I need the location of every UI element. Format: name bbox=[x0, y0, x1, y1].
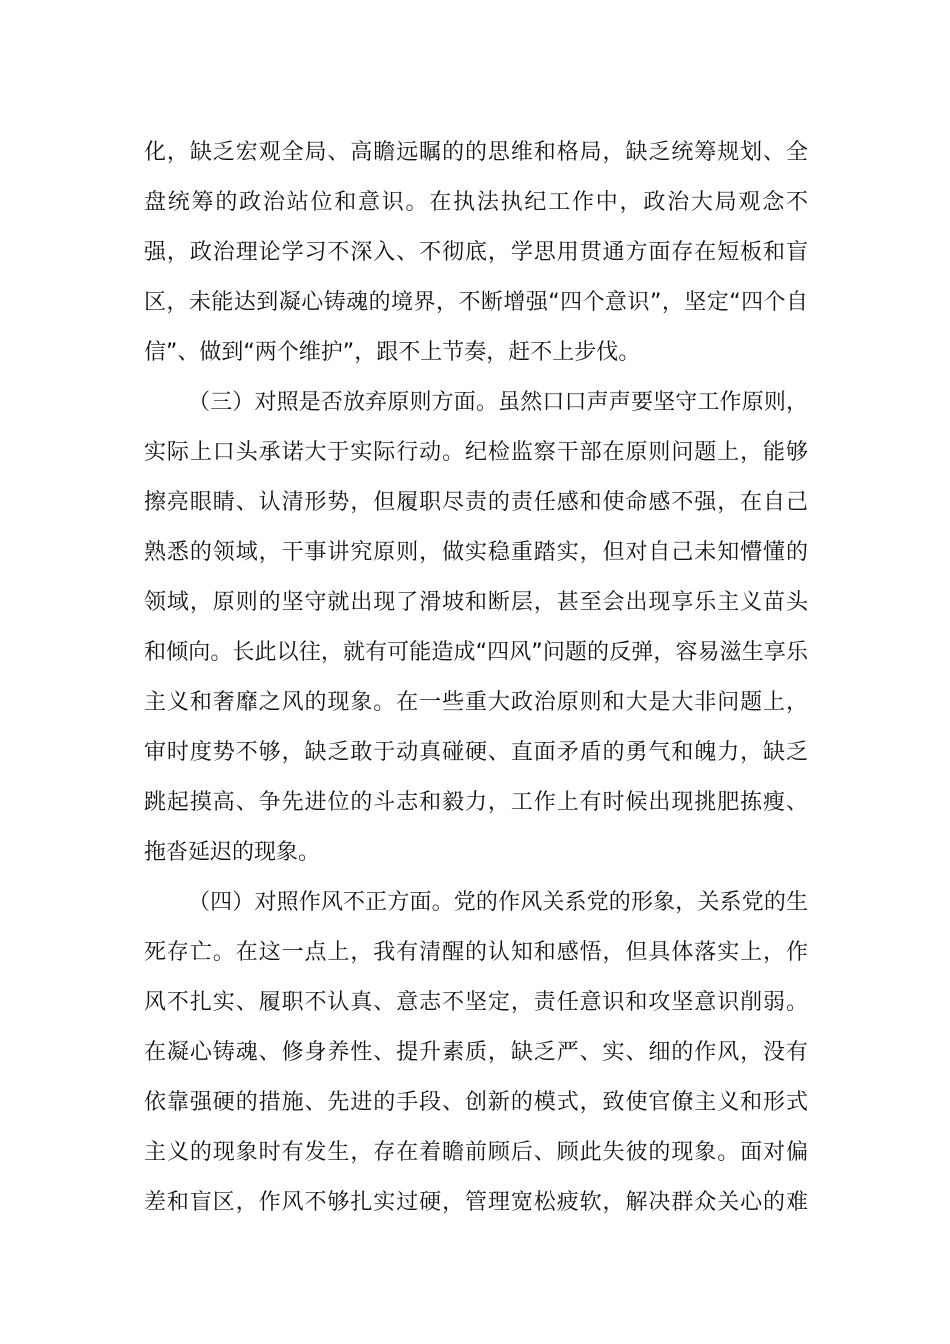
text-line: 审时度势不够，缺乏敢于动真碰硬、直面矛盾的勇气和魄力，缺乏 bbox=[144, 740, 808, 765]
text-line: 化，缺乏宏观全局、高瞻远瞩的的思维和格局，缺乏统筹规划、全 bbox=[144, 140, 808, 165]
text-line: 信”、做到“两个维护”，跟不上节奏，赶不上步伐。 bbox=[144, 340, 641, 365]
text-line: 主义的现象时有发生，存在着瞻前顾后、顾此失彼的现象。面对偏 bbox=[144, 1140, 808, 1165]
text-line: 死存亡。在这一点上，我有清醒的认知和感悟，但具体落实上，作 bbox=[144, 940, 808, 965]
text-line: 和倾向。长此以往，就有可能造成“四风”问题的反弹，容易滋生享乐 bbox=[144, 640, 808, 665]
text-line: 依靠强硬的措施、先进的手段、创新的模式，致使官僚主义和形式 bbox=[144, 1090, 808, 1115]
text-line: 拖沓延迟的现象。 bbox=[144, 840, 321, 865]
text-line: 熟悉的领域，干事讲究原则，做实稳重踏实，但对自己未知懵懂的 bbox=[144, 540, 808, 565]
text-line: 主义和奢靡之风的现象。在一些重大政治原则和大是大非问题上， bbox=[144, 690, 808, 715]
section-heading-line: （三）对照是否放弃原则方面。虽然口口声声要坚守工作原则， bbox=[188, 390, 808, 415]
text-line: 擦亮眼睛、认清形势，但履职尽责的责任感和使命感不强，在自己 bbox=[144, 490, 808, 515]
text-line: 盘统筹的政治站位和意识。在执法执纪工作中，政治大局观念不 bbox=[144, 190, 808, 215]
text-line: 实际上口头承诺大于实际行动。纪检监察干部在原则问题上，能够 bbox=[144, 440, 808, 465]
section-heading-line: （四）对照作风不正方面。党的作风关系党的形象，关系党的生 bbox=[188, 890, 808, 915]
text-line: 跳起摸高、争先进位的斗志和毅力，工作上有时候出现挑肥拣瘦、 bbox=[144, 790, 808, 815]
text-line: 强，政治理论学习不深入、不彻底，学思用贯通方面存在短板和盲 bbox=[144, 240, 808, 265]
text-line: 领域，原则的坚守就出现了滑坡和断层，甚至会出现享乐主义苗头 bbox=[144, 590, 808, 615]
text-line: 风不扎实、履职不认真、意志不坚定，责任意识和攻坚意识削弱。 bbox=[144, 990, 808, 1015]
text-line: 在凝心铸魂、修身养性、提升素质，缺乏严、实、细的作风，没有 bbox=[144, 1040, 808, 1065]
body-text bbox=[144, 128, 808, 1228]
text-line: 差和盲区，作风不够扎实过硬，管理宽松疲软，解决群众关心的难 bbox=[144, 1190, 808, 1215]
text-line: 区，未能达到凝心铸魂的境界，不断增强“四个意识”，坚定“四个自 bbox=[144, 290, 808, 315]
